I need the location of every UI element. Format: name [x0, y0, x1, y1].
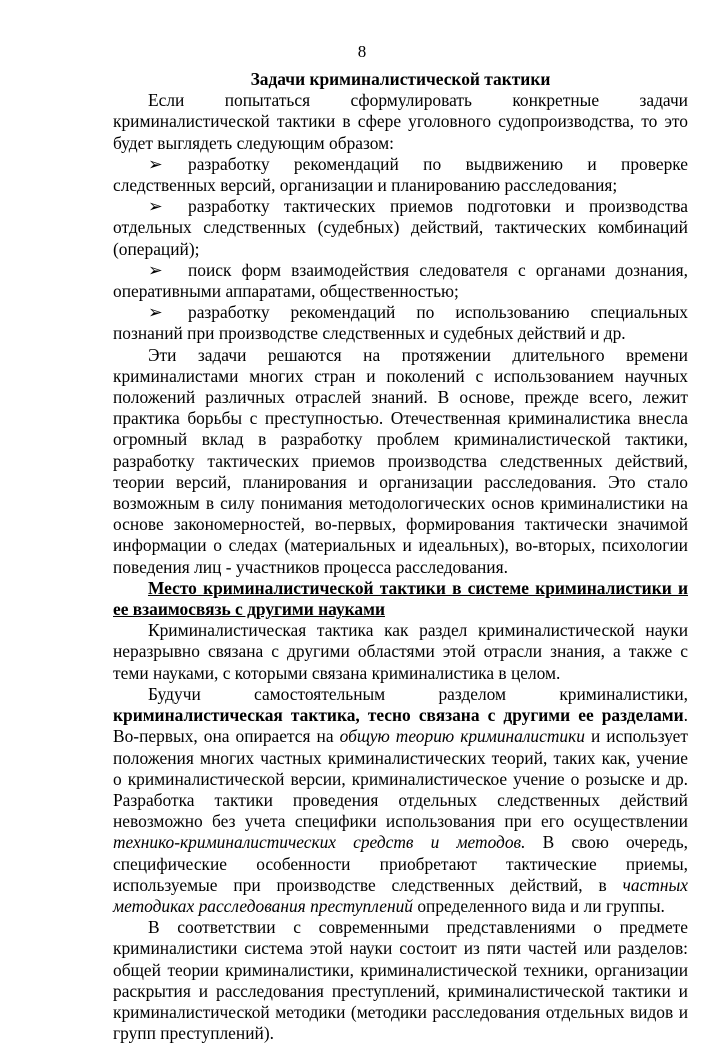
text-run: определенного вида и ли группы.	[412, 895, 665, 916]
body-paragraph: Эти задачи решаются на протяжении длительного времени криминалистами многих стран и поколений с использованием научных положений различных отраслей знаний. В основе, прежде всего, лежит практика борьбы с преступностью. Отечественная криминалистика внесла огромный вклад в разработку проблем криминалистической тактики, разработку тактических приемов производства следственных действий, теории версий, планирования и организации расследования. Это стало возможным в силу понимания методологических основ криминалистики на основе закономерностей, во-первых, формирования тактически значимой информации о следах (материальных и идеальных), во-вторых, психологии поведения лиц - участников процесса расследования.	[113, 344, 688, 577]
page-number: 8	[357, 42, 367, 61]
document-body	[113, 69, 688, 1044]
body-paragraph: Криминалистическая тактика как раздел криминалистической науки неразрывно связана с другими областями этой отрасли знания, а также с теми науками, с которыми связана криминалистика в целом.	[113, 620, 688, 683]
list-item	[113, 154, 688, 196]
text-run: . Во-первых, она опирается на	[113, 705, 688, 747]
text-run: и использует положения многих частных криминалистических теорий, таких как, учение о криминалистической версии, криминалистическое учение о розыске и др. Разработка тактики проведения отдельных следственных действий невозможно без учета специфики использования при его осуществлении	[113, 726, 689, 832]
list-item	[113, 260, 688, 302]
italic-text: общую теорию криминалистики	[339, 726, 585, 747]
arrow-bullet-icon: ➢	[148, 153, 163, 174]
bold-text: криминалистическая тактика, тесно связана с другими ее разделами	[113, 705, 684, 726]
arrow-bullet-icon: ➢	[148, 196, 163, 217]
section-title-tactics-place: Место криминалистической тактики в системе криминалистики и ее взаимосвязь с другими науками	[113, 577, 688, 620]
list-item-text: разработку рекомендаций по использованию специальных познаний при производстве следственных и судебных действий и др.	[113, 302, 688, 344]
arrow-bullet-icon: ➢	[148, 259, 163, 280]
intro-paragraph: Если попытаться сформулировать конкретные задачи криминалистической тактики в сфере уголовного судопроизводства, то это будет выглядеть следующим образом:	[113, 90, 688, 153]
text-run: В свою очередь, специфические особенности приобретают тактические приемы, используемые при производстве следственных действий, в	[113, 832, 688, 895]
italic-text: частных методиках расследования преступлений	[113, 874, 688, 916]
section-title-tactics-tasks: Задачи криминалистической тактики	[250, 69, 551, 89]
list-item-text: разработку рекомендаций по выдвижению и проверке следственных версий, организации и планированию расследования;	[113, 153, 688, 196]
text-run: Будучи самостоятельным разделом криминалистики,	[148, 683, 688, 704]
italic-text: технико-криминалистических средств и методов.	[113, 832, 526, 853]
body-paragraph	[113, 684, 688, 917]
body-paragraph: В соответствии с современными представлениями о предмете криминалистики система этой науки состоит из пяти частей или разделов: общей теории криминалистики, криминалистической техники, организации раскрытия и расследования преступлений, криминалистической тактики и криминалистической методики (методики расследования отдельных видов и групп преступлений).	[113, 917, 688, 1044]
list-item-text: разработку тактических приемов подготовки и производства отдельных следственных (судебных) действий, тактических комбинаций (операций);	[113, 196, 688, 259]
arrow-bullet-icon: ➢	[148, 302, 163, 323]
list-item	[113, 196, 688, 260]
list-item	[113, 302, 688, 344]
list-item-text: поиск форм взаимодействия следователя с органами дознания, оперативными аппаратами, общественностью;	[113, 259, 688, 302]
